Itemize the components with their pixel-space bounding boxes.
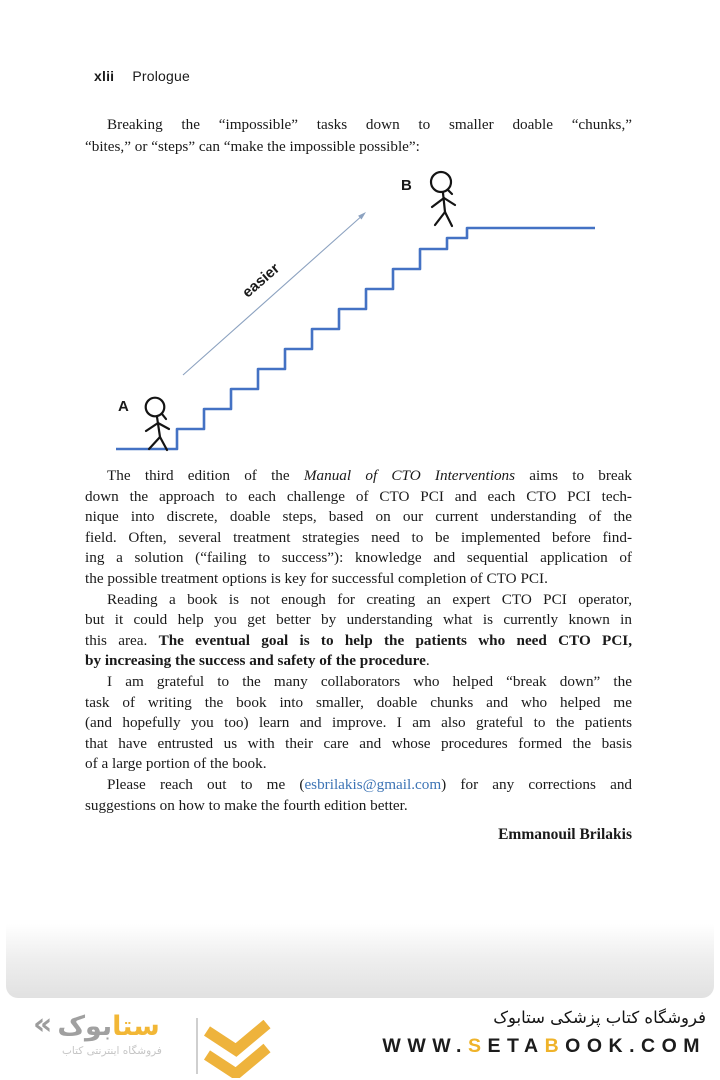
point-a-label: A — [118, 398, 129, 415]
logo-subtitle: فروشگاه اینترنتی کتاب — [62, 1045, 162, 1057]
stick-figure-a-icon — [146, 398, 169, 450]
body-line: field. Often, several treatment strategies need to be implemented before find- — [85, 528, 632, 546]
author-signature: Emmanouil Brilakis — [498, 826, 632, 843]
email-link[interactable]: esbrilakis@gmail.com — [304, 775, 442, 793]
book-title-italic: Manual of CTO Interventions — [303, 467, 516, 484]
easier-arrow — [183, 214, 364, 375]
store-text-block — [382, 1008, 706, 1058]
text-run: aims to break — [515, 467, 632, 484]
body-line: I am grateful to the many collaborators who helped “break down” the — [107, 672, 632, 690]
chapter-title: Prologue — [132, 68, 191, 84]
guillemet-icon: « — [33, 1007, 53, 1042]
easier-label: easier — [239, 259, 283, 302]
url-accent-b: B — [544, 1035, 566, 1057]
bold-statement: by increasing the success and safety of the procedure — [85, 652, 426, 670]
body-line — [85, 631, 632, 652]
staircase-diagram — [0, 160, 720, 460]
bold-statement: The eventual goal is to help the patients who need CTO PCI, — [158, 631, 632, 649]
body-line — [85, 775, 632, 796]
body-line: Reading a book is not enough for creating an expert CTO PCI operator, — [107, 590, 632, 608]
text-run: The third edition of the — [107, 467, 304, 484]
store-name-persian: فروشگاه کتاب پزشکی ستابوک — [493, 1008, 706, 1027]
body-line: but it could help you get better by understanding what is currently known in — [85, 611, 632, 629]
body-text — [85, 466, 632, 816]
body-line: of a large portion of the book. — [85, 755, 267, 773]
text-run: Please reach out to me ( — [107, 775, 305, 793]
body-line: task of writing the book into smaller, doable chunks and who helped me — [85, 693, 632, 711]
body-line — [85, 466, 632, 487]
logo-wordmark-book: بوک — [57, 1011, 113, 1042]
text-run: ) for any corrections and — [441, 775, 632, 793]
double-chevron-icon — [203, 1020, 273, 1078]
logo-wordmark-seta: ستا — [112, 1011, 160, 1042]
logo-divider — [196, 1018, 198, 1074]
body-line: that have entrusted us with their care and whose procedures formed the basis — [85, 734, 632, 752]
setabook-logo — [33, 1007, 193, 1057]
staircase-line — [116, 228, 595, 449]
store-url — [382, 1035, 706, 1058]
text-run: . — [425, 652, 430, 670]
intro-line: Breaking the “impossible” tasks down to smaller doable “chunks,” — [107, 116, 632, 133]
body-line: (and hopefully you too) learn and improve. I am also grateful to the patients — [85, 714, 632, 732]
bookstore-footer — [0, 998, 720, 1080]
intro-paragraph — [85, 114, 632, 158]
page-bottom-shadow — [6, 924, 714, 998]
text-run: this area. — [85, 631, 159, 649]
stick-figure-b-icon — [431, 172, 455, 226]
intro-line: “bites,” or “steps” can “make the impossible possible”: — [85, 138, 420, 155]
logo-wordmark — [57, 1012, 159, 1042]
body-line: nique into discrete, doable steps, based on our current understanding of the — [85, 508, 632, 526]
running-head — [94, 68, 190, 84]
url-segment: WWW. — [382, 1035, 468, 1057]
page-number: xlii — [94, 68, 115, 84]
point-b-label: B — [401, 177, 412, 194]
url-segment: ETA — [487, 1035, 545, 1057]
url-accent-s: S — [467, 1035, 488, 1057]
url-segment: OOK.COM — [565, 1035, 706, 1057]
body-line: suggestions on how to make the fourth edition better. — [85, 796, 408, 814]
body-line — [85, 651, 632, 672]
body-line: ing a solution (“failing to success”): knowledge and sequential application of — [85, 549, 632, 567]
body-line: the possible treatment options is key for successful completion of CTO PCI. — [85, 569, 548, 587]
body-line: down the approach to each challenge of CTO PCI and each CTO PCI tech- — [85, 487, 632, 505]
